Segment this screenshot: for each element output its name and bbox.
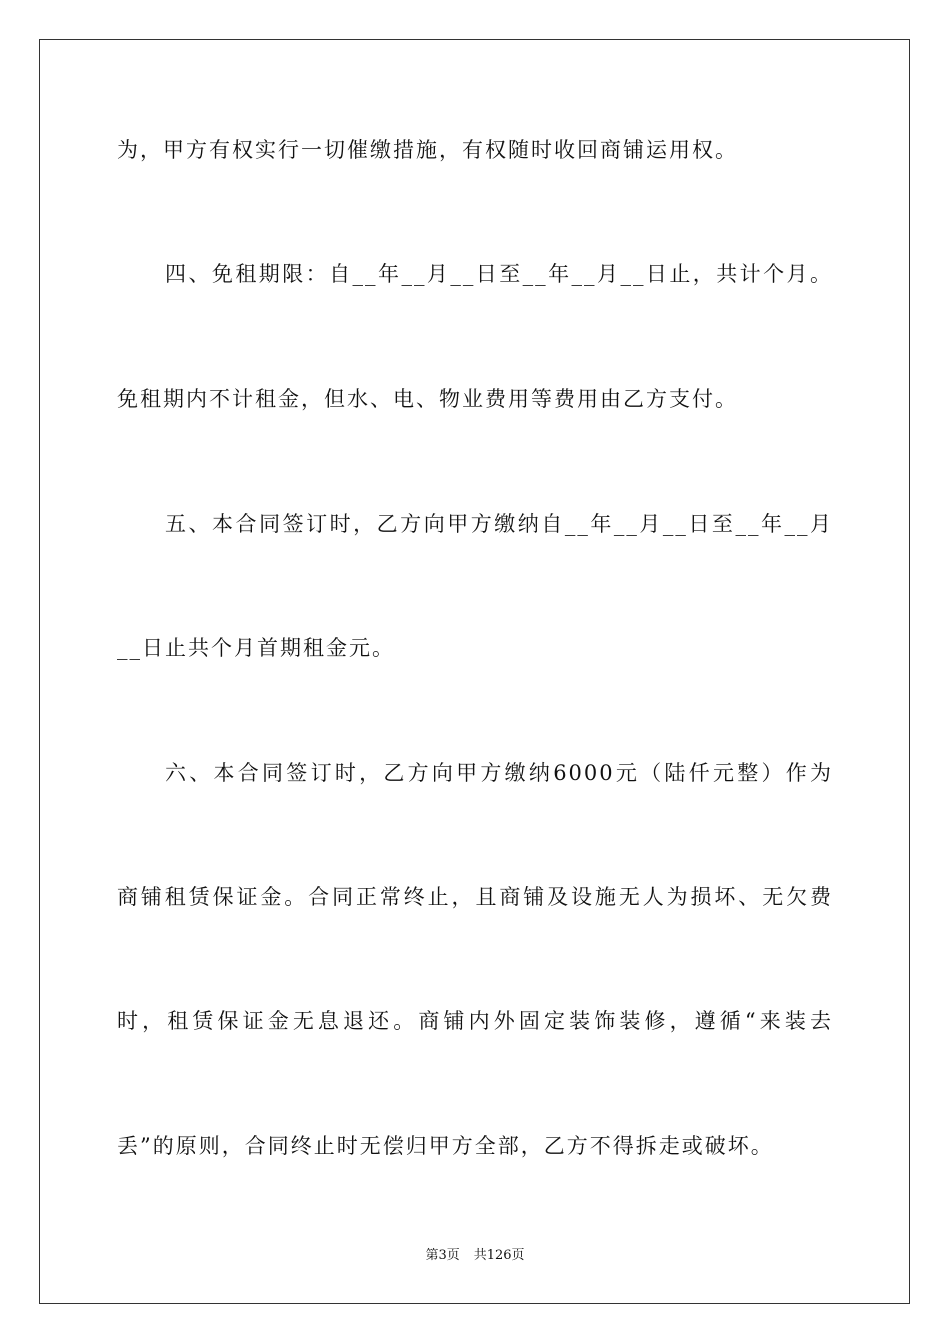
paragraph-line-7: 商铺租赁保证金。合同正常终止，且商铺及设施无人为损坏、无欠费: [117, 885, 833, 909]
paragraph-line-5: __日止共个月首期租金元。: [117, 636, 395, 660]
paragraph-line-3: 免租期内不计租金，但水、电、物业费用等费用由乙方支付。: [117, 387, 738, 411]
page-border: [39, 39, 910, 1304]
paragraph-line-4: 五、本合同签订时，乙方向甲方缴纳自__年__月__日至__年__月: [165, 512, 833, 536]
paragraph-line-2: 四、免租期限：自__年__月__日至__年__月__日止，共计个月。: [165, 262, 833, 286]
page-number-total: 共126页: [473, 1248, 525, 1263]
paragraph-line-8: 时，租赁保证金无息退还。商铺内外固定装饰装修，遵循“来装去: [117, 1009, 833, 1033]
paragraph-line-9: 丢”的原则，合同终止时无偿归甲方全部，乙方不得拆走或破坏。: [117, 1134, 774, 1158]
paragraph-line-6: 六、本合同签订时，乙方向甲方缴纳6000元（陆仟元整）作为: [165, 761, 833, 785]
page-footer: [0, 1247, 950, 1265]
paragraph-line-1: 为，甲方有权实行一切催缴措施，有权随时收回商铺运用权。: [117, 138, 738, 162]
page-number-current: 第3页: [425, 1248, 460, 1263]
